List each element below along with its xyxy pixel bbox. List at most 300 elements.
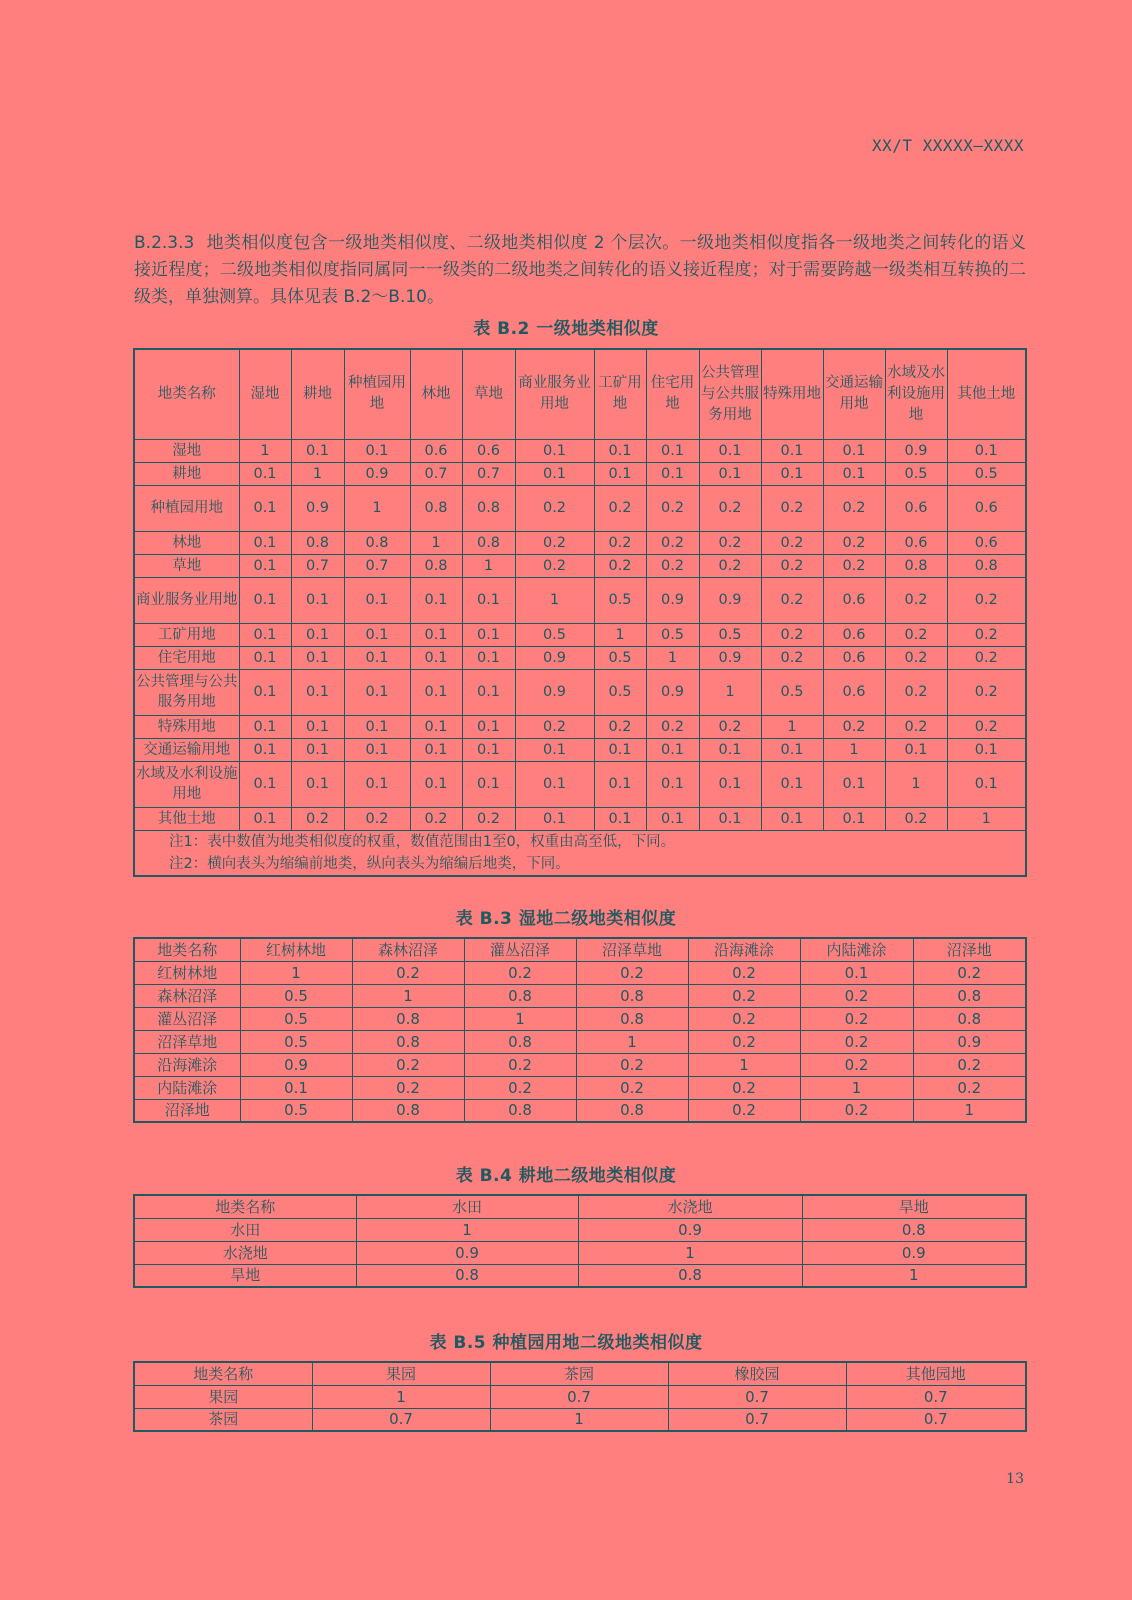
row-label-cell: 其他土地 bbox=[134, 807, 239, 830]
tbl-b5-header-cell: 其他园地 bbox=[846, 1362, 1026, 1385]
value-cell: 0.2 bbox=[646, 715, 699, 738]
value-cell: 0.1 bbox=[823, 807, 885, 830]
value-cell: 0.1 bbox=[594, 439, 646, 462]
value-cell: 1 bbox=[913, 1099, 1026, 1122]
row-label-cell: 特殊用地 bbox=[134, 715, 239, 738]
value-cell: 0.8 bbox=[352, 1030, 464, 1053]
row-label-cell: 水域及水利设施用地 bbox=[134, 761, 239, 807]
value-cell: 0.6 bbox=[823, 669, 885, 715]
value-cell: 0.2 bbox=[291, 807, 344, 830]
table-row bbox=[134, 577, 1026, 623]
value-cell: 1 bbox=[356, 1218, 578, 1241]
value-cell: 0.2 bbox=[885, 715, 947, 738]
value-cell: 0.9 bbox=[578, 1218, 802, 1241]
value-cell: 0.1 bbox=[885, 738, 947, 761]
value-cell: 0.6 bbox=[947, 531, 1026, 554]
value-cell: 0.1 bbox=[594, 738, 646, 761]
tbl-b2-header-cell: 湿地 bbox=[239, 349, 291, 439]
value-cell: 1 bbox=[688, 1053, 800, 1076]
value-cell: 0.2 bbox=[761, 554, 823, 577]
document-code: XX/T XXXXX—XXXX bbox=[872, 136, 1024, 155]
value-cell: 0.2 bbox=[462, 807, 515, 830]
row-label-cell: 沼泽草地 bbox=[134, 1030, 240, 1053]
value-cell: 0.2 bbox=[885, 669, 947, 715]
value-cell: 1 bbox=[410, 531, 462, 554]
value-cell: 0.9 bbox=[515, 646, 594, 669]
table-row bbox=[134, 961, 1026, 984]
value-cell: 0.7 bbox=[410, 462, 462, 485]
value-cell: 0.7 bbox=[344, 554, 410, 577]
value-cell: 0.1 bbox=[410, 577, 462, 623]
value-cell: 0.7 bbox=[462, 462, 515, 485]
value-cell: 0.1 bbox=[462, 761, 515, 807]
table-b2-notes-row bbox=[134, 830, 1026, 876]
value-cell: 0.2 bbox=[688, 1007, 800, 1030]
value-cell: 0.2 bbox=[885, 807, 947, 830]
value-cell: 0.8 bbox=[947, 554, 1026, 577]
value-cell: 1 bbox=[240, 961, 352, 984]
value-cell: 0.1 bbox=[699, 738, 761, 761]
table-b2-body bbox=[134, 439, 1026, 830]
value-cell: 0.2 bbox=[515, 554, 594, 577]
value-cell: 0.1 bbox=[515, 738, 594, 761]
value-cell: 0.2 bbox=[646, 531, 699, 554]
value-cell: 0.2 bbox=[688, 984, 800, 1007]
value-cell: 1 bbox=[291, 462, 344, 485]
value-cell: 0.1 bbox=[761, 738, 823, 761]
value-cell: 0.1 bbox=[646, 462, 699, 485]
row-label-cell: 林地 bbox=[134, 531, 239, 554]
value-cell: 0.1 bbox=[462, 646, 515, 669]
value-cell: 0.1 bbox=[410, 623, 462, 646]
tbl-b2-header-cell: 林地 bbox=[410, 349, 462, 439]
value-cell: 0.1 bbox=[239, 761, 291, 807]
tbl-b4-header-cell: 地类名称 bbox=[134, 1195, 356, 1218]
page-number: 13 bbox=[1006, 1471, 1024, 1487]
row-label-cell: 果园 bbox=[134, 1385, 312, 1408]
tbl-b2-header-cell: 耕地 bbox=[291, 349, 344, 439]
value-cell: 0.5 bbox=[240, 984, 352, 1007]
value-cell: 0.1 bbox=[344, 646, 410, 669]
value-cell: 0.2 bbox=[646, 554, 699, 577]
value-cell: 0.1 bbox=[699, 761, 761, 807]
table-row bbox=[134, 623, 1026, 646]
value-cell: 0.2 bbox=[761, 485, 823, 531]
table-b4 bbox=[133, 1194, 1027, 1288]
table-row bbox=[134, 761, 1026, 807]
value-cell: 1 bbox=[464, 1007, 576, 1030]
value-cell: 0.7 bbox=[312, 1408, 490, 1431]
value-cell: 0.2 bbox=[594, 485, 646, 531]
value-cell: 0.2 bbox=[800, 1030, 913, 1053]
row-label-cell: 交通运输用地 bbox=[134, 738, 239, 761]
tbl-b2-header-cell: 公共管理与公共服务用地 bbox=[699, 349, 761, 439]
table-b3-caption: 表 B.3 湿地二级地类相似度 bbox=[455, 909, 677, 929]
value-cell: 0.1 bbox=[239, 646, 291, 669]
value-cell: 0.2 bbox=[699, 554, 761, 577]
value-cell: 0.1 bbox=[291, 669, 344, 715]
value-cell: 1 bbox=[594, 623, 646, 646]
value-cell: 0.1 bbox=[239, 485, 291, 531]
value-cell: 0.1 bbox=[291, 738, 344, 761]
value-cell: 0.1 bbox=[515, 439, 594, 462]
value-cell: 0.1 bbox=[240, 1076, 352, 1099]
value-cell: 0.2 bbox=[761, 577, 823, 623]
value-cell: 0.2 bbox=[410, 807, 462, 830]
tbl-b3-header-cell: 沿海滩涂 bbox=[688, 938, 800, 961]
value-cell: 1 bbox=[576, 1030, 688, 1053]
tbl-b5-header-cell: 茶园 bbox=[490, 1362, 668, 1385]
value-cell: 0.1 bbox=[462, 577, 515, 623]
value-cell: 0.1 bbox=[761, 462, 823, 485]
value-cell: 0.7 bbox=[846, 1408, 1026, 1431]
value-cell: 0.1 bbox=[462, 738, 515, 761]
value-cell: 0.5 bbox=[240, 1007, 352, 1030]
value-cell: 0.8 bbox=[410, 554, 462, 577]
value-cell: 0.1 bbox=[515, 761, 594, 807]
value-cell: 0.2 bbox=[688, 1099, 800, 1122]
value-cell: 0.1 bbox=[410, 646, 462, 669]
value-cell: 0.5 bbox=[594, 669, 646, 715]
table-b2-caption: 表 B.2 一级地类相似度 bbox=[473, 319, 659, 339]
tbl-b2-header-cell: 草地 bbox=[462, 349, 515, 439]
value-cell: 0.1 bbox=[800, 961, 913, 984]
value-cell: 0.1 bbox=[761, 807, 823, 830]
row-label-cell: 灌丛沼泽 bbox=[134, 1007, 240, 1030]
value-cell: 0.6 bbox=[823, 623, 885, 646]
value-cell: 0.9 bbox=[885, 439, 947, 462]
value-cell: 0.6 bbox=[823, 646, 885, 669]
value-cell: 0.2 bbox=[515, 531, 594, 554]
value-cell: 0.1 bbox=[239, 738, 291, 761]
value-cell: 0.5 bbox=[515, 623, 594, 646]
row-label-cell: 草地 bbox=[134, 554, 239, 577]
table-b3-header-row bbox=[134, 938, 1026, 961]
value-cell: 0.8 bbox=[464, 1030, 576, 1053]
value-cell: 0.2 bbox=[761, 531, 823, 554]
value-cell: 0.1 bbox=[699, 439, 761, 462]
value-cell: 0.1 bbox=[823, 439, 885, 462]
value-cell: 1 bbox=[646, 646, 699, 669]
value-cell: 1 bbox=[823, 738, 885, 761]
tbl-b3-header-cell: 红树林地 bbox=[240, 938, 352, 961]
value-cell: 0.2 bbox=[913, 961, 1026, 984]
value-cell: 1 bbox=[761, 715, 823, 738]
value-cell: 0.1 bbox=[291, 646, 344, 669]
tbl-b4-header-cell: 旱地 bbox=[802, 1195, 1026, 1218]
value-cell: 0.1 bbox=[344, 439, 410, 462]
value-cell: 0.2 bbox=[699, 715, 761, 738]
table-row bbox=[134, 439, 1026, 462]
value-cell: 0.1 bbox=[594, 807, 646, 830]
tbl-b5-header-cell: 果园 bbox=[312, 1362, 490, 1385]
value-cell: 0.2 bbox=[913, 1076, 1026, 1099]
tbl-b5-header-cell: 橡胶园 bbox=[668, 1362, 846, 1385]
tbl-b3-header-cell: 森林沼泽 bbox=[352, 938, 464, 961]
tbl-b3-header-cell: 沼泽地 bbox=[913, 938, 1026, 961]
tbl-b3-header-cell: 沼泽草地 bbox=[576, 938, 688, 961]
tbl-b4-header-cell: 水浇地 bbox=[578, 1195, 802, 1218]
value-cell: 0.1 bbox=[761, 761, 823, 807]
row-label-cell: 森林沼泽 bbox=[134, 984, 240, 1007]
value-cell: 0.6 bbox=[823, 577, 885, 623]
row-label-cell: 水浇地 bbox=[134, 1241, 356, 1264]
value-cell: 0.1 bbox=[462, 715, 515, 738]
table-b5-caption: 表 B.5 种植园用地二级地类相似度 bbox=[429, 1333, 703, 1353]
value-cell: 0.2 bbox=[699, 531, 761, 554]
value-cell: 0.8 bbox=[885, 554, 947, 577]
tbl-b3-header-cell: 内陆滩涂 bbox=[800, 938, 913, 961]
value-cell: 0.5 bbox=[885, 462, 947, 485]
value-cell: 0.9 bbox=[699, 646, 761, 669]
value-cell: 0.1 bbox=[344, 623, 410, 646]
value-cell: 1 bbox=[490, 1408, 668, 1431]
value-cell: 1 bbox=[312, 1385, 490, 1408]
tbl-b2-header-cell: 地类名称 bbox=[134, 349, 239, 439]
value-cell: 0.5 bbox=[594, 646, 646, 669]
value-cell: 0.1 bbox=[646, 738, 699, 761]
value-cell: 0.1 bbox=[239, 554, 291, 577]
table-row bbox=[134, 1099, 1026, 1122]
value-cell: 0.2 bbox=[885, 623, 947, 646]
tbl-b2-header-cell: 住宅用地 bbox=[646, 349, 699, 439]
value-cell: 0.2 bbox=[761, 623, 823, 646]
table-b4-caption: 表 B.4 耕地二级地类相似度 bbox=[455, 1166, 677, 1186]
value-cell: 0.2 bbox=[352, 1076, 464, 1099]
row-label-cell: 水田 bbox=[134, 1218, 356, 1241]
value-cell: 0.5 bbox=[240, 1099, 352, 1122]
table-row bbox=[134, 646, 1026, 669]
value-cell: 0.9 bbox=[646, 577, 699, 623]
value-cell: 0.8 bbox=[410, 485, 462, 531]
table-b3 bbox=[133, 937, 1027, 1123]
tbl-b2-header-cell: 特殊用地 bbox=[761, 349, 823, 439]
value-cell: 0.1 bbox=[344, 577, 410, 623]
value-cell: 1 bbox=[239, 439, 291, 462]
value-cell: 0.8 bbox=[352, 1007, 464, 1030]
value-cell: 0.2 bbox=[947, 715, 1026, 738]
value-cell: 0.1 bbox=[947, 761, 1026, 807]
value-cell: 0.1 bbox=[410, 669, 462, 715]
value-cell: 0.1 bbox=[823, 462, 885, 485]
section-paragraph bbox=[134, 230, 1026, 311]
value-cell: 0.9 bbox=[356, 1241, 578, 1264]
table-row bbox=[134, 485, 1026, 531]
value-cell: 0.2 bbox=[699, 485, 761, 531]
value-cell: 0.7 bbox=[668, 1408, 846, 1431]
value-cell: 0.1 bbox=[239, 807, 291, 830]
section-number: B.2.3.3 bbox=[134, 233, 195, 253]
value-cell: 0.1 bbox=[646, 761, 699, 807]
value-cell: 0.1 bbox=[761, 439, 823, 462]
value-cell: 0.5 bbox=[947, 462, 1026, 485]
value-cell: 0.1 bbox=[594, 462, 646, 485]
value-cell: 0.7 bbox=[846, 1385, 1026, 1408]
value-cell: 0.9 bbox=[344, 462, 410, 485]
table-row bbox=[134, 554, 1026, 577]
row-label-cell: 内陆滩涂 bbox=[134, 1076, 240, 1099]
value-cell: 0.2 bbox=[646, 485, 699, 531]
value-cell: 0.9 bbox=[646, 669, 699, 715]
row-label-cell: 耕地 bbox=[134, 462, 239, 485]
tbl-b2-header-cell: 商业服务业用地 bbox=[515, 349, 594, 439]
table-row bbox=[134, 462, 1026, 485]
section-text: 地类相似度包含一级地类相似度、二级地类相似度 2 个层次。一级地类相似度指各一级地类之间转化的语义接近程度；二级地类相似度指同属同一一级类的二级地类之间转化的语义接近程度；对于需要跨越一级类相互转换的二级类，单独测算。具体见表 B.2～B.10。 bbox=[134, 233, 1026, 307]
value-cell: 0.2 bbox=[885, 577, 947, 623]
value-cell: 0.6 bbox=[885, 485, 947, 531]
value-cell: 0.1 bbox=[239, 623, 291, 646]
value-cell: 0.2 bbox=[823, 485, 885, 531]
value-cell: 0.2 bbox=[913, 1053, 1026, 1076]
table-row bbox=[134, 531, 1026, 554]
value-cell: 0.1 bbox=[239, 577, 291, 623]
value-cell: 1 bbox=[462, 554, 515, 577]
value-cell: 1 bbox=[802, 1264, 1026, 1287]
value-cell: 0.9 bbox=[515, 669, 594, 715]
value-cell: 0.5 bbox=[646, 623, 699, 646]
value-cell: 1 bbox=[699, 669, 761, 715]
value-cell: 0.2 bbox=[344, 807, 410, 830]
value-cell: 0.1 bbox=[239, 669, 291, 715]
value-cell: 0.2 bbox=[947, 669, 1026, 715]
value-cell: 0.8 bbox=[576, 1007, 688, 1030]
tbl-b2-header-cell: 交通运输用地 bbox=[823, 349, 885, 439]
value-cell: 0.5 bbox=[594, 577, 646, 623]
value-cell: 0.8 bbox=[464, 1099, 576, 1122]
value-cell: 0.8 bbox=[576, 984, 688, 1007]
value-cell: 0.2 bbox=[885, 646, 947, 669]
table-b5 bbox=[133, 1361, 1027, 1432]
table-b5-header-row bbox=[134, 1362, 1026, 1385]
value-cell: 0.2 bbox=[800, 1053, 913, 1076]
row-label-cell: 沼泽地 bbox=[134, 1099, 240, 1122]
value-cell: 0.1 bbox=[515, 462, 594, 485]
value-cell: 0.2 bbox=[352, 1053, 464, 1076]
value-cell: 0.2 bbox=[823, 554, 885, 577]
value-cell: 0.2 bbox=[800, 1007, 913, 1030]
row-label-cell: 商业服务业用地 bbox=[134, 577, 239, 623]
row-label-cell: 种植园用地 bbox=[134, 485, 239, 531]
value-cell: 0.8 bbox=[913, 1007, 1026, 1030]
value-cell: 0.1 bbox=[594, 761, 646, 807]
value-cell: 0.8 bbox=[462, 531, 515, 554]
row-label-cell: 旱地 bbox=[134, 1264, 356, 1287]
table-row bbox=[134, 807, 1026, 830]
value-cell: 1 bbox=[578, 1241, 802, 1264]
value-cell: 0.1 bbox=[291, 715, 344, 738]
value-cell: 0.1 bbox=[646, 807, 699, 830]
value-cell: 0.1 bbox=[344, 669, 410, 715]
value-cell: 0.2 bbox=[947, 623, 1026, 646]
value-cell: 0.2 bbox=[947, 646, 1026, 669]
table-b2-header-row bbox=[134, 349, 1026, 439]
tbl-b2-header-cell: 种植园用地 bbox=[344, 349, 410, 439]
value-cell: 0.5 bbox=[761, 669, 823, 715]
row-label-cell: 工矿用地 bbox=[134, 623, 239, 646]
value-cell: 0.6 bbox=[947, 485, 1026, 531]
table-b2-note-2: 注2：横向表头为缩编前地类，纵向表头为缩编后地类，下同。 bbox=[169, 855, 570, 872]
value-cell: 0.1 bbox=[699, 462, 761, 485]
value-cell: 0.6 bbox=[885, 531, 947, 554]
value-cell: 0.8 bbox=[576, 1099, 688, 1122]
value-cell: 0.5 bbox=[699, 623, 761, 646]
row-label-cell: 住宅用地 bbox=[134, 646, 239, 669]
value-cell: 0.8 bbox=[802, 1218, 1026, 1241]
value-cell: 0.8 bbox=[356, 1264, 578, 1287]
value-cell: 0.2 bbox=[594, 531, 646, 554]
value-cell: 0.7 bbox=[490, 1385, 668, 1408]
value-cell: 0.1 bbox=[462, 669, 515, 715]
value-cell: 0.2 bbox=[800, 1099, 913, 1122]
value-cell: 0.1 bbox=[291, 623, 344, 646]
value-cell: 0.1 bbox=[410, 761, 462, 807]
value-cell: 0.9 bbox=[913, 1030, 1026, 1053]
value-cell: 0.1 bbox=[344, 715, 410, 738]
table-b2 bbox=[133, 348, 1027, 877]
table-b2-notes bbox=[134, 830, 1026, 876]
value-cell: 0.2 bbox=[688, 961, 800, 984]
table-b4-body bbox=[134, 1218, 1026, 1287]
row-label-cell: 茶园 bbox=[134, 1408, 312, 1431]
table-row bbox=[134, 1385, 1026, 1408]
value-cell: 0.9 bbox=[699, 577, 761, 623]
value-cell: 0.1 bbox=[646, 439, 699, 462]
table-row bbox=[134, 1218, 1026, 1241]
value-cell: 0.8 bbox=[913, 984, 1026, 1007]
value-cell: 0.2 bbox=[947, 577, 1026, 623]
value-cell: 0.2 bbox=[464, 1053, 576, 1076]
value-cell: 0.2 bbox=[576, 1053, 688, 1076]
value-cell: 0.2 bbox=[688, 1030, 800, 1053]
value-cell: 0.1 bbox=[823, 761, 885, 807]
table-b2-note-1: 注1：表中数值为地类相似度的权重，数值范围由1至0，权重由高至低，下同。 bbox=[169, 833, 676, 850]
table-row bbox=[134, 1053, 1026, 1076]
tbl-b3-header-cell: 地类名称 bbox=[134, 938, 240, 961]
row-label-cell: 沿海滩涂 bbox=[134, 1053, 240, 1076]
value-cell: 0.2 bbox=[761, 646, 823, 669]
value-cell: 0.2 bbox=[688, 1076, 800, 1099]
value-cell: 0.1 bbox=[344, 738, 410, 761]
value-cell: 0.1 bbox=[344, 761, 410, 807]
table-row bbox=[134, 1264, 1026, 1287]
value-cell: 0.1 bbox=[239, 462, 291, 485]
table-row bbox=[134, 1030, 1026, 1053]
row-label-cell: 湿地 bbox=[134, 439, 239, 462]
value-cell: 0.2 bbox=[594, 715, 646, 738]
value-cell: 0.9 bbox=[291, 485, 344, 531]
table-row bbox=[134, 738, 1026, 761]
value-cell: 0.8 bbox=[464, 984, 576, 1007]
value-cell: 0.2 bbox=[464, 1076, 576, 1099]
value-cell: 1 bbox=[800, 1076, 913, 1099]
value-cell: 0.2 bbox=[823, 715, 885, 738]
row-label-cell: 红树林地 bbox=[134, 961, 240, 984]
value-cell: 1 bbox=[515, 577, 594, 623]
table-b5-body bbox=[134, 1385, 1026, 1431]
row-label-cell: 公共管理与公共服务用地 bbox=[134, 669, 239, 715]
table-row bbox=[134, 1408, 1026, 1431]
value-cell: 0.1 bbox=[515, 807, 594, 830]
value-cell: 0.2 bbox=[515, 715, 594, 738]
value-cell: 0.2 bbox=[576, 961, 688, 984]
value-cell: 0.6 bbox=[462, 439, 515, 462]
tbl-b2-header-cell: 其他土地 bbox=[947, 349, 1026, 439]
value-cell: 0.2 bbox=[515, 485, 594, 531]
tbl-b2-header-cell: 工矿用地 bbox=[594, 349, 646, 439]
value-cell: 0.2 bbox=[800, 984, 913, 1007]
value-cell: 0.8 bbox=[344, 531, 410, 554]
value-cell: 0.1 bbox=[410, 738, 462, 761]
